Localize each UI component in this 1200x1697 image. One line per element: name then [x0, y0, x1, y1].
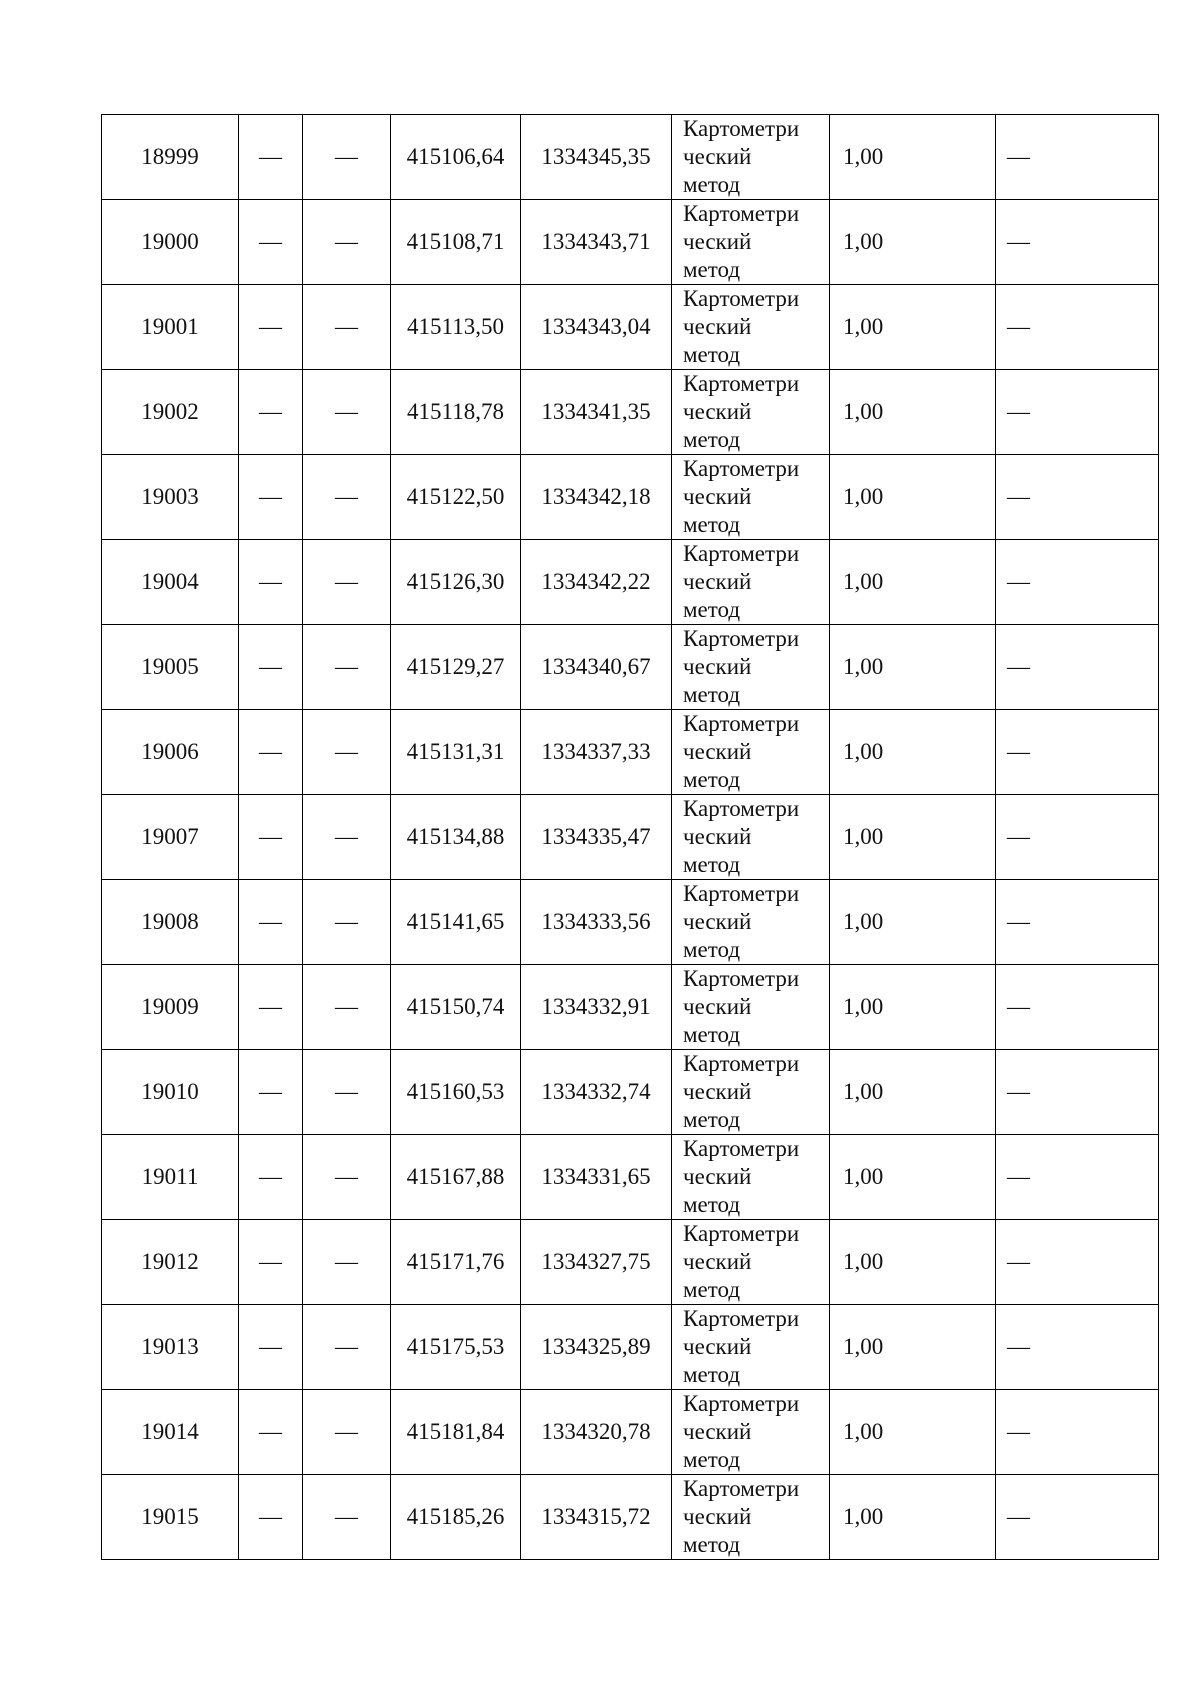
empty-column-2-cell: —	[239, 540, 303, 625]
method-line: метод	[683, 257, 741, 282]
accuracy-cell: 1,00	[830, 880, 996, 965]
table-row	[102, 625, 1159, 710]
empty-column-3-cell: —	[303, 880, 391, 965]
accuracy-cell: 1,00	[830, 1050, 996, 1135]
y-coordinate-cell: 1334332,74	[521, 1050, 672, 1135]
method-line: Картометри	[683, 371, 800, 396]
empty-column-3-cell: —	[303, 540, 391, 625]
x-coordinate-cell: 415134,88	[391, 795, 521, 880]
empty-column-2-cell: —	[239, 880, 303, 965]
point-number-cell: 19001	[102, 285, 239, 370]
method-line: Картометри	[683, 1136, 800, 1161]
method-line: Картометри	[683, 541, 800, 566]
empty-column-3-cell: —	[303, 965, 391, 1050]
method-cell	[672, 1220, 830, 1305]
accuracy-cell: 1,00	[830, 795, 996, 880]
method-line: Картометри	[683, 626, 800, 651]
accuracy-cell: 1,00	[830, 200, 996, 285]
method-line: Картометри	[683, 1391, 800, 1416]
method-line: Картометри	[683, 1221, 800, 1246]
empty-column-2-cell: —	[239, 710, 303, 795]
y-coordinate-cell: 1334343,04	[521, 285, 672, 370]
method-line: Картометри	[683, 286, 800, 311]
method-cell	[672, 710, 830, 795]
empty-column-3-cell: —	[303, 115, 391, 200]
point-number-cell: 19003	[102, 455, 239, 540]
method-line: метод	[683, 1022, 741, 1047]
method-line: ческий	[683, 484, 752, 509]
table-row	[102, 370, 1159, 455]
point-number-cell: 19002	[102, 370, 239, 455]
accuracy-cell: 1,00	[830, 1305, 996, 1390]
point-number-cell: 19004	[102, 540, 239, 625]
y-coordinate-cell: 1334342,18	[521, 455, 672, 540]
method-cell	[672, 455, 830, 540]
empty-column-3-cell: —	[303, 1475, 391, 1560]
y-coordinate-cell: 1334320,78	[521, 1390, 672, 1475]
empty-column-2-cell: —	[239, 1135, 303, 1220]
empty-column-2-cell: —	[239, 965, 303, 1050]
method-cell	[672, 625, 830, 710]
y-coordinate-cell: 1334343,71	[521, 200, 672, 285]
y-coordinate-cell: 1334337,33	[521, 710, 672, 795]
point-number-cell: 19007	[102, 795, 239, 880]
empty-column-3-cell: —	[303, 1390, 391, 1475]
y-coordinate-cell: 1334341,35	[521, 370, 672, 455]
empty-column-2-cell: —	[239, 200, 303, 285]
method-line: метод	[683, 1107, 741, 1132]
x-coordinate-cell: 415181,84	[391, 1390, 521, 1475]
x-coordinate-cell: 415167,88	[391, 1135, 521, 1220]
method-line: ческий	[683, 1164, 752, 1189]
y-coordinate-cell: 1334335,47	[521, 795, 672, 880]
accuracy-cell: 1,00	[830, 1475, 996, 1560]
y-coordinate-cell: 1334332,91	[521, 965, 672, 1050]
method-line: метод	[683, 682, 741, 707]
method-line: метод	[683, 852, 741, 877]
accuracy-cell: 1,00	[830, 115, 996, 200]
method-cell	[672, 1305, 830, 1390]
empty-column-3-cell: —	[303, 455, 391, 540]
accuracy-cell: 1,00	[830, 625, 996, 710]
empty-column-3-cell: —	[303, 1220, 391, 1305]
method-line: метод	[683, 937, 741, 962]
x-coordinate-cell: 415108,71	[391, 200, 521, 285]
x-coordinate-cell: 415131,31	[391, 710, 521, 795]
accuracy-cell: 1,00	[830, 710, 996, 795]
method-cell	[672, 880, 830, 965]
accuracy-cell: 1,00	[830, 540, 996, 625]
method-line: Картометри	[683, 966, 800, 991]
point-number-cell: 19008	[102, 880, 239, 965]
empty-last-column-cell: —	[996, 795, 1159, 880]
table-row	[102, 710, 1159, 795]
table-body	[102, 115, 1159, 1560]
point-number-cell: 18999	[102, 115, 239, 200]
coordinates-table	[101, 114, 1159, 1560]
method-cell	[672, 965, 830, 1050]
method-line: метод	[683, 342, 741, 367]
accuracy-cell: 1,00	[830, 1220, 996, 1305]
empty-last-column-cell: —	[996, 625, 1159, 710]
x-coordinate-cell: 415171,76	[391, 1220, 521, 1305]
method-line: ческий	[683, 994, 752, 1019]
method-line: Картометри	[683, 116, 800, 141]
empty-column-2-cell: —	[239, 455, 303, 540]
x-coordinate-cell: 415141,65	[391, 880, 521, 965]
method-line: ческий	[683, 569, 752, 594]
empty-last-column-cell: —	[996, 965, 1159, 1050]
accuracy-cell: 1,00	[830, 965, 996, 1050]
empty-last-column-cell: —	[996, 1220, 1159, 1305]
empty-column-3-cell: —	[303, 795, 391, 880]
empty-last-column-cell: —	[996, 1390, 1159, 1475]
empty-last-column-cell: —	[996, 540, 1159, 625]
method-line: Картометри	[683, 796, 800, 821]
method-line: метод	[683, 427, 741, 452]
method-line: метод	[683, 1192, 741, 1217]
x-coordinate-cell: 415175,53	[391, 1305, 521, 1390]
table-row	[102, 1475, 1159, 1560]
method-cell	[672, 370, 830, 455]
method-line: ческий	[683, 909, 752, 934]
method-cell	[672, 200, 830, 285]
y-coordinate-cell: 1334342,22	[521, 540, 672, 625]
method-line: метод	[683, 1532, 741, 1557]
empty-column-2-cell: —	[239, 1475, 303, 1560]
table-row	[102, 965, 1159, 1050]
table-row	[102, 540, 1159, 625]
method-line: Картометри	[683, 201, 800, 226]
empty-column-3-cell: —	[303, 1050, 391, 1135]
method-line: Картометри	[683, 881, 800, 906]
method-cell	[672, 115, 830, 200]
method-line: ческий	[683, 144, 752, 169]
method-cell	[672, 1135, 830, 1220]
empty-last-column-cell: —	[996, 1135, 1159, 1220]
empty-column-2-cell: —	[239, 625, 303, 710]
method-cell	[672, 795, 830, 880]
empty-column-3-cell: —	[303, 1305, 391, 1390]
empty-last-column-cell: —	[996, 710, 1159, 795]
y-coordinate-cell: 1334333,56	[521, 880, 672, 965]
method-cell	[672, 285, 830, 370]
method-line: метод	[683, 767, 741, 792]
table-row	[102, 1305, 1159, 1390]
method-line: метод	[683, 512, 741, 537]
accuracy-cell: 1,00	[830, 1135, 996, 1220]
empty-column-3-cell: —	[303, 200, 391, 285]
method-line: метод	[683, 597, 741, 622]
empty-column-3-cell: —	[303, 370, 391, 455]
x-coordinate-cell: 415129,27	[391, 625, 521, 710]
y-coordinate-cell: 1334327,75	[521, 1220, 672, 1305]
x-coordinate-cell: 415113,50	[391, 285, 521, 370]
table-row	[102, 115, 1159, 200]
empty-last-column-cell: —	[996, 200, 1159, 285]
method-line: ческий	[683, 229, 752, 254]
x-coordinate-cell: 415150,74	[391, 965, 521, 1050]
accuracy-cell: 1,00	[830, 1390, 996, 1475]
method-line: ческий	[683, 399, 752, 424]
x-coordinate-cell: 415118,78	[391, 370, 521, 455]
table-row	[102, 1390, 1159, 1475]
x-coordinate-cell: 415126,30	[391, 540, 521, 625]
method-line: ческий	[683, 314, 752, 339]
accuracy-cell: 1,00	[830, 370, 996, 455]
point-number-cell: 19015	[102, 1475, 239, 1560]
point-number-cell: 19010	[102, 1050, 239, 1135]
method-line: метод	[683, 1277, 741, 1302]
method-line: ческий	[683, 739, 752, 764]
y-coordinate-cell: 1334331,65	[521, 1135, 672, 1220]
empty-column-3-cell: —	[303, 1135, 391, 1220]
empty-column-3-cell: —	[303, 710, 391, 795]
method-line: ческий	[683, 654, 752, 679]
method-line: ческий	[683, 1334, 752, 1359]
x-coordinate-cell: 415185,26	[391, 1475, 521, 1560]
point-number-cell: 19012	[102, 1220, 239, 1305]
table-row	[102, 880, 1159, 965]
method-line: Картометри	[683, 711, 800, 736]
empty-column-3-cell: —	[303, 285, 391, 370]
x-coordinate-cell: 415160,53	[391, 1050, 521, 1135]
accuracy-cell: 1,00	[830, 455, 996, 540]
y-coordinate-cell: 1334345,35	[521, 115, 672, 200]
method-cell	[672, 1050, 830, 1135]
empty-column-2-cell: —	[239, 795, 303, 880]
empty-last-column-cell: —	[996, 1475, 1159, 1560]
empty-column-2-cell: —	[239, 370, 303, 455]
table-row	[102, 455, 1159, 540]
point-number-cell: 19011	[102, 1135, 239, 1220]
empty-last-column-cell: —	[996, 1305, 1159, 1390]
empty-last-column-cell: —	[996, 370, 1159, 455]
empty-last-column-cell: —	[996, 115, 1159, 200]
point-number-cell: 19005	[102, 625, 239, 710]
empty-last-column-cell: —	[996, 880, 1159, 965]
point-number-cell: 19014	[102, 1390, 239, 1475]
method-cell	[672, 540, 830, 625]
method-line: ческий	[683, 824, 752, 849]
method-line: ческий	[683, 1504, 752, 1529]
point-number-cell: 19000	[102, 200, 239, 285]
empty-column-2-cell: —	[239, 1050, 303, 1135]
x-coordinate-cell: 415106,64	[391, 115, 521, 200]
method-line: ческий	[683, 1249, 752, 1274]
y-coordinate-cell: 1334325,89	[521, 1305, 672, 1390]
method-line: ческий	[683, 1419, 752, 1444]
empty-last-column-cell: —	[996, 455, 1159, 540]
empty-column-3-cell: —	[303, 625, 391, 710]
method-cell	[672, 1475, 830, 1560]
method-line: Картометри	[683, 1051, 800, 1076]
method-line: ческий	[683, 1079, 752, 1104]
table-row	[102, 1135, 1159, 1220]
empty-column-2-cell: —	[239, 285, 303, 370]
empty-column-2-cell: —	[239, 1390, 303, 1475]
empty-last-column-cell: —	[996, 1050, 1159, 1135]
empty-column-2-cell: —	[239, 1220, 303, 1305]
y-coordinate-cell: 1334340,67	[521, 625, 672, 710]
method-line: метод	[683, 1447, 741, 1472]
point-number-cell: 19013	[102, 1305, 239, 1390]
method-line: Картометри	[683, 1306, 800, 1331]
point-number-cell: 19006	[102, 710, 239, 795]
method-line: метод	[683, 1362, 741, 1387]
method-cell	[672, 1390, 830, 1475]
empty-column-2-cell: —	[239, 115, 303, 200]
accuracy-cell: 1,00	[830, 285, 996, 370]
x-coordinate-cell: 415122,50	[391, 455, 521, 540]
empty-last-column-cell: —	[996, 285, 1159, 370]
table-row	[102, 795, 1159, 880]
method-line: Картометри	[683, 456, 800, 481]
table-row	[102, 285, 1159, 370]
method-line: Картометри	[683, 1476, 800, 1501]
empty-column-2-cell: —	[239, 1305, 303, 1390]
table-row	[102, 1220, 1159, 1305]
point-number-cell: 19009	[102, 965, 239, 1050]
table-row	[102, 1050, 1159, 1135]
y-coordinate-cell: 1334315,72	[521, 1475, 672, 1560]
table-row	[102, 200, 1159, 285]
method-line: метод	[683, 172, 741, 197]
